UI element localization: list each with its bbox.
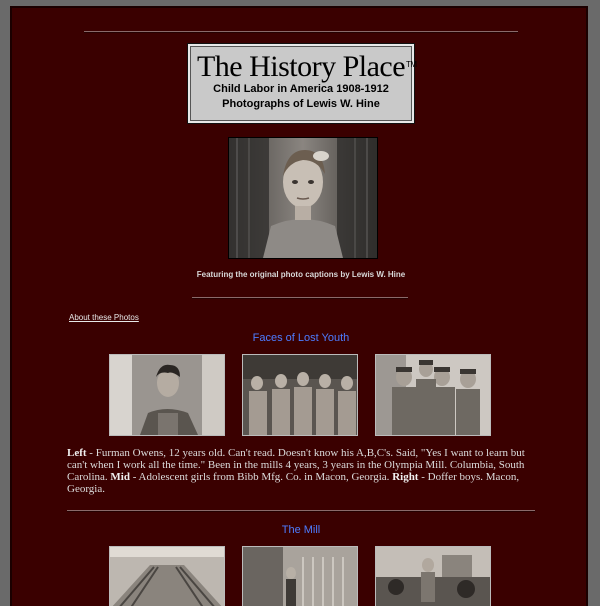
page [10, 6, 588, 606]
mid-caption: - Adolescent girls from Bibb Mfg. Co. in Macon, Georgia. [129, 471, 393, 483]
faces-description [67, 447, 535, 495]
top-divider [84, 31, 518, 33]
right-caption: - Doffer boys. Macon, Georgia. [67, 471, 520, 495]
section-divider [67, 510, 535, 512]
furman-owens-photo[interactable] [109, 354, 225, 436]
doffer-boys-photo[interactable] [375, 354, 491, 436]
mill-interior-photo-2[interactable] [242, 546, 358, 606]
site-title: The History Place TM [196, 50, 417, 83]
site-subtitle-1: Child Labor in America 1908-1912 [213, 83, 389, 95]
hero-caption: Featuring the original photo captions by Lewis W. Hine [196, 270, 406, 279]
mid-label: Mid [110, 471, 130, 483]
left-caption: - Furman Owens, 12 years old. Can't read. Doesn't know his A,B,C's. Said, "Yes I want to learn but can't when I work all the time." Been in the mills 4 years, 3 years in the Olympia Mill. Columbia, South Carolina. [67, 447, 525, 483]
mid-divider [192, 297, 408, 299]
mill-machine-photo-3[interactable] [375, 546, 491, 606]
section-title-faces: Faces of Lost Youth [252, 332, 350, 344]
left-label: Left [67, 447, 87, 459]
trademark-mark: TM [406, 60, 417, 69]
about-photos-link[interactable]: About these Photos [69, 313, 139, 322]
site-subtitle-2: Photographs of Lewis W. Hine [222, 98, 380, 110]
mill-interior-photo-1[interactable] [109, 546, 225, 606]
site-logo-banner[interactable] [188, 44, 417, 123]
hero-girl-photo [228, 137, 378, 259]
section-title-mill: The Mill [281, 524, 321, 536]
bibb-girls-photo[interactable] [242, 354, 358, 436]
right-label: Right [392, 471, 419, 483]
